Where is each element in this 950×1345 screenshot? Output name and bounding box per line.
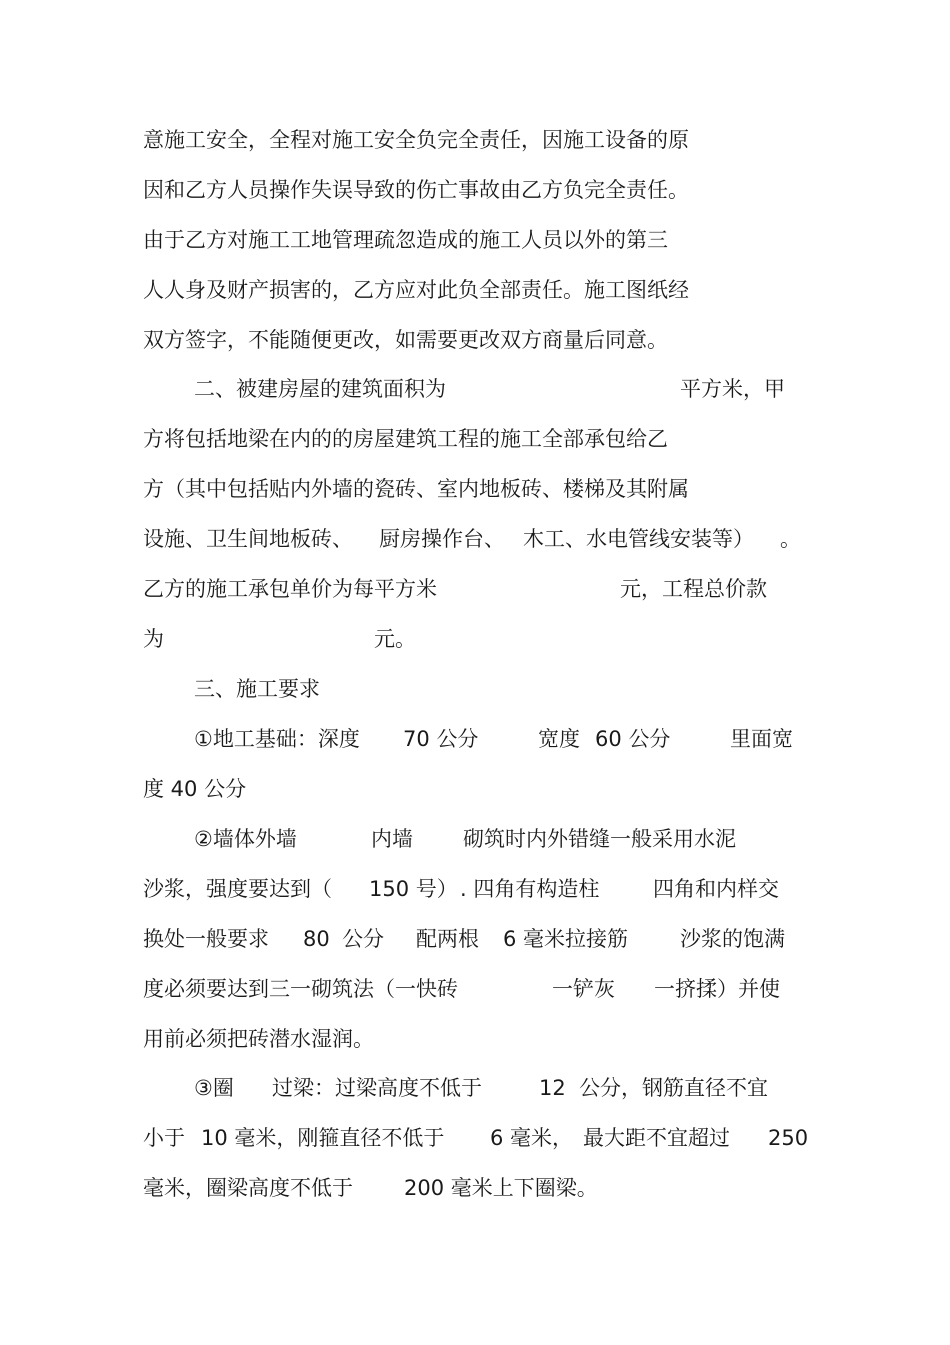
text-segment: 过梁：过梁高度不低于 bbox=[272, 1076, 482, 1100]
text-segment: 12 bbox=[539, 1076, 566, 1100]
text-segment: 。 bbox=[780, 527, 801, 551]
text-segment: 公分，钢筋直径不宜 bbox=[579, 1076, 768, 1100]
text-line bbox=[0, 524, 801, 554]
text-segment: 由于乙方对施工工地管理疏忽造成的施工人员以外的第三 bbox=[143, 228, 668, 252]
text-segment: 乙方的施工承包单价为每平方米 bbox=[143, 577, 437, 601]
text-line bbox=[0, 275, 689, 305]
text-line bbox=[0, 1173, 598, 1203]
text-segment: 用前必须把砖潜水湿润。 bbox=[143, 1027, 374, 1051]
text-segment: ①地工基础：深度 bbox=[194, 727, 360, 751]
text-segment: 度必须要达到三一砌筑法（一快砖 bbox=[143, 977, 458, 1001]
text-segment: 因和乙方人员操作失误导致的伤亡事故由乙方负完全责任。 bbox=[143, 178, 689, 202]
text-segment: 一挤揉）并使 bbox=[654, 977, 780, 1001]
text-segment: 小于 bbox=[143, 1126, 185, 1150]
text-line bbox=[0, 774, 247, 804]
text-segment: 一铲灰 bbox=[552, 977, 615, 1001]
text-segment: 砌筑时内外错缝一般采用水泥 bbox=[463, 827, 736, 851]
text-segment: 设施、卫生间地板砖、 bbox=[143, 527, 353, 551]
text-segment: 公分 bbox=[342, 927, 384, 951]
text-line bbox=[0, 424, 668, 454]
text-segment: 木工、水电管线安装等） bbox=[523, 527, 754, 551]
text-segment: 元，工程总价款 bbox=[620, 577, 767, 601]
text-segment: 二、被建房屋的建筑面积为 bbox=[194, 377, 446, 401]
text-segment: 厨房操作台、 bbox=[379, 527, 505, 551]
text-line bbox=[0, 175, 689, 205]
text-segment: 最大距不宜超过 bbox=[583, 1126, 730, 1150]
text-line bbox=[0, 674, 320, 704]
text-segment: 人人身及财产损害的，乙方应对此负全部责任。施工图纸经 bbox=[143, 278, 689, 302]
text-line bbox=[0, 325, 668, 355]
text-segment: 度 40 公分 bbox=[143, 777, 247, 801]
text-segment: 宽度 bbox=[538, 727, 580, 751]
text-segment: ③圈 bbox=[194, 1076, 234, 1100]
text-segment: 250 bbox=[768, 1126, 809, 1150]
text-segment: 意施工安全，全程对施工安全负完全责任，因施工设备的原 bbox=[143, 128, 689, 152]
text-line bbox=[0, 474, 689, 504]
text-line bbox=[0, 1123, 809, 1153]
text-segment: 配两根 bbox=[416, 927, 479, 951]
text-line bbox=[0, 724, 793, 754]
text-segment: 内墙 bbox=[371, 827, 413, 851]
text-segment: 里面宽 bbox=[730, 727, 793, 751]
text-segment: 150 号） bbox=[369, 877, 458, 901]
text-segment: 沙浆的饱满 bbox=[680, 927, 785, 951]
text-line bbox=[0, 574, 767, 604]
text-segment: 换处一般要求 bbox=[143, 927, 269, 951]
text-line bbox=[0, 924, 785, 954]
text-segment: 平方米，甲 bbox=[680, 377, 785, 401]
text-segment: 双方签字，不能随便更改，如需要更改双方商量后同意。 bbox=[143, 328, 668, 352]
text-segment: 元。 bbox=[374, 627, 416, 651]
text-line bbox=[0, 125, 689, 155]
text-line bbox=[0, 1024, 374, 1054]
text-segment: ②墙体外墙 bbox=[194, 827, 297, 851]
text-segment: . 四角有构造柱 bbox=[460, 877, 600, 901]
text-segment: 200 毫米上下圈梁。 bbox=[404, 1176, 598, 1200]
text-line bbox=[0, 824, 736, 854]
text-line bbox=[0, 624, 416, 654]
text-segment: 70 公分 bbox=[403, 727, 479, 751]
text-line bbox=[0, 874, 779, 904]
text-segment: 10 毫米，刚箍直径不低于 bbox=[201, 1126, 445, 1150]
text-segment: 方将包括地梁在内的的房屋建筑工程的施工全部承包给乙 bbox=[143, 427, 668, 451]
text-line bbox=[0, 374, 785, 404]
text-segment: 6 毫米拉接筋 bbox=[503, 927, 629, 951]
text-segment: 四角和内样交 bbox=[653, 877, 779, 901]
text-segment: 80 bbox=[303, 927, 330, 951]
text-line bbox=[0, 225, 668, 255]
text-segment: 6 毫米， bbox=[490, 1126, 574, 1150]
text-segment: 毫米，圈梁高度不低于 bbox=[143, 1176, 353, 1200]
text-segment: 为 bbox=[143, 627, 164, 651]
text-segment: 方（其中包括贴内外墙的瓷砖、室内地板砖、楼梯及其附属 bbox=[143, 477, 689, 501]
text-segment: 三、施工要求 bbox=[194, 677, 320, 701]
text-segment: 60 公分 bbox=[595, 727, 671, 751]
text-segment: 沙浆，强度要达到（ bbox=[143, 877, 332, 901]
text-line bbox=[0, 974, 780, 1004]
text-line bbox=[0, 1073, 768, 1103]
